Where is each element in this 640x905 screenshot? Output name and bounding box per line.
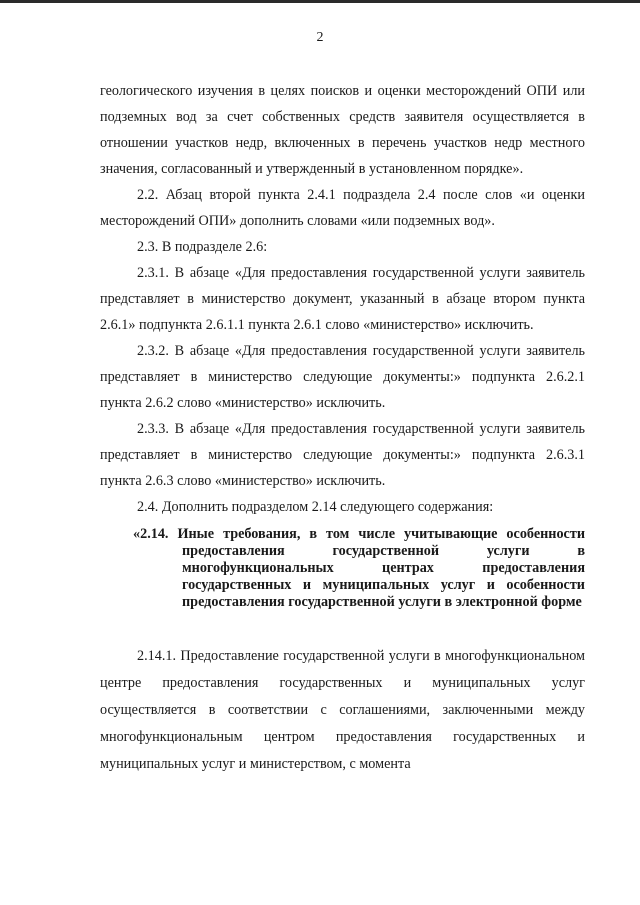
paragraph-2-4: 2.4. Дополнить подразделом 2.14 следующего содержания:: [137, 499, 494, 515]
paragraph-2-14-1: 2.14.1. Предоставление государственной услуги в многофункциональном центре предоставления государственных и муниципальных услуг осуществляется в соответствии с соглашениями, заключенными между многофункциональным центром предоставления государственных и муниципальных услуг и министерством, с момента: [100, 648, 585, 772]
document-body: [100, 78, 585, 778]
paragraph-2-3-3: 2.3.3. В абзаце «Для предоставления государственной услуги заявитель представляет в министерство следующие документы:» подпункта 2.6.3.1 пункта 2.6.3 слово «министерство» исключить.: [100, 421, 585, 489]
paragraph-2-3-2: 2.3.2. В абзаце «Для предоставления государственной услуги заявитель представляет в министерство следующие документы:» подпункта 2.6.2.1 пункта 2.6.2 слово «министерство» исключить.: [100, 343, 585, 411]
spacer: [100, 611, 585, 643]
top-border-line: [0, 0, 640, 3]
paragraph-continuation: геологического изучения в целях поисков и оценки месторождений ОПИ или подземных вод за счет собственных средств заявителя осуществляется в отношении участков недр, включенных в перечень участков недр местного значения, согласованный и утвержденный в установленном порядке».: [100, 83, 585, 177]
page-number: 2: [316, 30, 324, 45]
section-heading-2-14: «2.14. Иные требования, в том числе учитывающие особенности предоставления государственной услуги в многофункциональных центрах предоставления государственных и муниципальных услуг и особенности предоставления государственной услуги в электронной форме: [133, 526, 585, 610]
paragraph-2-2: 2.2. Абзац второй пункта 2.4.1 подраздела 2.4 после слов «и оценки месторождений ОПИ» дополнить словами «или подземных вод».: [100, 187, 585, 229]
paragraph-2-3-1: 2.3.1. В абзаце «Для предоставления государственной услуги заявитель представляет в министерство документ, указанный в абзаце втором пункта 2.6.1» подпункта 2.6.1.1 пункта 2.6.1 слово «министерство» исключить.: [100, 265, 585, 333]
paragraph-2-3: 2.3. В подразделе 2.6:: [137, 239, 268, 255]
